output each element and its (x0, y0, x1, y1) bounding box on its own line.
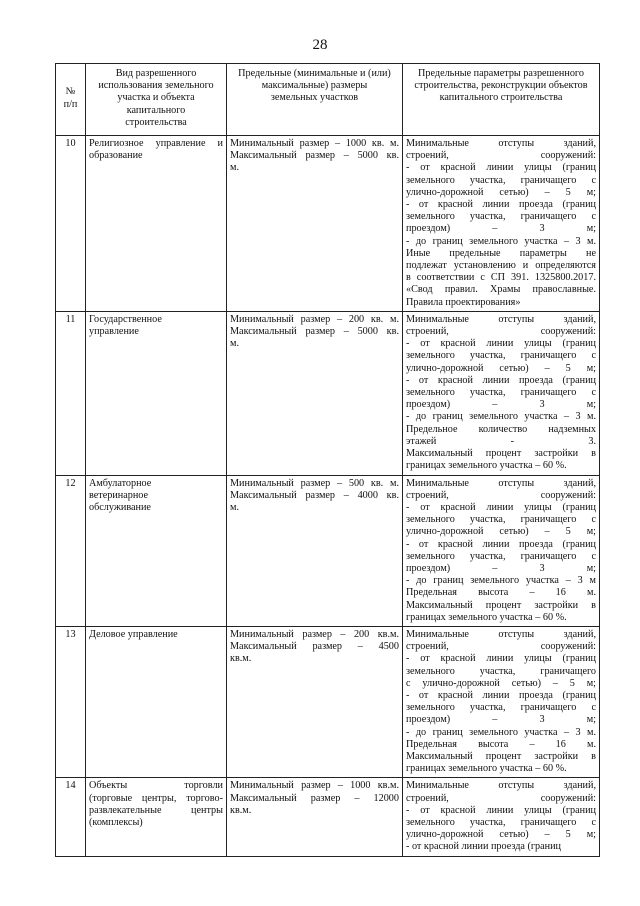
use-type-cell (86, 475, 227, 626)
row-number: 13 (56, 626, 86, 777)
use-type-cell-line: (комплексы) (89, 816, 143, 828)
use-type-cell-line: Объекты торговли (89, 780, 223, 792)
row-number: 11 (56, 311, 86, 475)
parameters-cell-line: Максимальный процент застройки в (406, 599, 596, 611)
plot-size-cell (227, 475, 403, 626)
parameters-cell-line: земельного участка, граничащего (406, 665, 596, 677)
parameters-cell-line: этажей - 3. (406, 435, 596, 447)
parameters-cell-line: Максимальный процент застройки в (406, 750, 596, 762)
parameters-cell (403, 136, 600, 312)
parameters-cell-line: земельного участка, граничащего с (406, 702, 596, 714)
parameters-cell-line: с улично-дорожной сетью) – 5 м; (406, 677, 596, 689)
table-header-row (56, 64, 600, 136)
use-type-cell-line: Государственное (89, 313, 162, 325)
parameters-cell-line: - от красной линии улицы (границ (406, 338, 596, 350)
plot-size-cell-line: Максимальный размер – 4500 (230, 641, 399, 653)
parameters-cell-line: строений, сооружений: (406, 792, 596, 804)
parameters-cell-line: проездом) – 3 м; (406, 714, 596, 726)
parameters-cell-line: улично-дорожной сетью) – 5 м; (406, 362, 596, 374)
parameters-cell-line: улично-дорожной сетью) – 5 м; (406, 829, 596, 841)
page-number: 28 (312, 37, 328, 53)
parameters-cell-line: - от красной линии проезда (границ (406, 199, 596, 211)
header-parameters: Предельные параметры разрешенного строительства, реконструкции объектов капитального строительства (403, 64, 600, 136)
parameters-cell-line: земельного участка, граничащего с (406, 550, 596, 562)
parameters-cell-line: - от красной линии улицы (границ (406, 162, 596, 174)
parameters-cell-line: подлежат установлению и определяются (406, 260, 596, 272)
header-use-type: Вид разрешенного использования земельного участка и объекта капитального строительства (86, 64, 227, 136)
plot-size-cell-line: м. (230, 501, 239, 513)
parameters-cell-line: земельного участка, граничащего с (406, 387, 596, 399)
parameters-cell-line: Минимальные отступы зданий, (406, 628, 596, 640)
use-type-cell-line: развлекательные центры (89, 804, 223, 816)
parameters-cell-line: земельного участка, граничащего с (406, 350, 596, 362)
plot-size-cell (227, 311, 403, 475)
plot-size-cell (227, 136, 403, 312)
parameters-cell-line: строений, сооружений: (406, 326, 596, 338)
parameters-cell-line: Предельная высота – 16 м. (406, 738, 596, 750)
parameters-cell-line: - от красной линии проезда (границ (406, 689, 596, 701)
use-type-cell-line: Деловое управление (89, 628, 178, 640)
plot-size-cell-line: Минимальный размер – 1000 кв.м. (230, 780, 399, 792)
plot-size-cell-line: Минимальный размер – 200 кв. м. (230, 313, 399, 325)
parameters-cell-line: Минимальные отступы зданий, (406, 138, 596, 150)
plot-size-cell-line: Максимальный размер – 5000 кв. (230, 150, 399, 162)
parameters-cell-line: проездом) – 3 м; (406, 223, 596, 235)
plot-size-cell-line: Максимальный размер – 5000 кв. (230, 326, 399, 338)
parameters-cell-line: Минимальные отступы зданий, (406, 313, 596, 325)
parameters-cell-line: земельного участка, граничащего с (406, 211, 596, 223)
parameters-cell-line: - от красной линии улицы (границ (406, 653, 596, 665)
table-row (56, 778, 600, 856)
parameters-cell-line: в соответствии с СП 391. 1325800.2017. (406, 272, 596, 284)
parameters-cell-line: Предельное количество надземных (406, 423, 596, 435)
parameters-cell-line: улично-дорожной сетью) – 5 м; (406, 186, 596, 198)
parameters-cell-line: земельного участка, граничащего с (406, 174, 596, 186)
parameters-cell (403, 778, 600, 856)
plot-size-cell (227, 626, 403, 777)
use-type-cell-line: обслуживание (89, 501, 151, 513)
parameters-cell (403, 311, 600, 475)
header-plot-size: Предельные (минимальные и (или) максимальные) размеры земельных участков (227, 64, 403, 136)
parameters-cell-line: улично-дорожной сетью) – 5 м; (406, 526, 596, 538)
parameters-cell (403, 475, 600, 626)
use-type-cell-line: ветеринарное (89, 489, 149, 501)
use-type-cell-line: Религиозное управление и (89, 138, 223, 150)
parameters-cell-line: - до границ земельного участка – 3 м. (406, 726, 596, 738)
parameters-cell-line: Минимальные отступы зданий, (406, 477, 596, 489)
use-type-cell (86, 626, 227, 777)
row-number: 10 (56, 136, 86, 312)
header-number: № п/п (56, 64, 86, 136)
use-type-cell (86, 136, 227, 312)
regulations-table (55, 63, 600, 857)
row-number: 14 (56, 778, 86, 856)
parameters-cell-line: Максимальный процент застройки в (406, 448, 596, 460)
use-type-cell-line: Амбулаторное (89, 477, 152, 489)
row-number: 12 (56, 475, 86, 626)
parameters-cell-line: - от красной линии проезда (границ (406, 841, 562, 853)
plot-size-cell-line: Минимальный размер – 200 кв.м. (230, 628, 399, 640)
plot-size-cell-line: Минимальный размер – 500 кв. м. (230, 477, 399, 489)
table-row (56, 311, 600, 475)
parameters-cell-line: - от красной линии проезда (границ (406, 374, 596, 386)
parameters-cell-line: Иные предельные параметры не (406, 247, 596, 259)
parameters-cell-line: проездом) – 3 м; (406, 562, 596, 574)
parameters-cell-line: Минимальные отступы зданий, (406, 780, 596, 792)
parameters-cell-line: Предельная высота – 16 м. (406, 587, 596, 599)
plot-size-cell-line: Максимальный размер – 4000 кв. (230, 489, 399, 501)
plot-size-cell-line: кв.м. (230, 653, 252, 665)
plot-size-cell-line: Минимальный размер – 1000 кв. м. (230, 138, 399, 150)
parameters-cell-line: строений, сооружений: (406, 641, 596, 653)
plot-size-cell-line: кв.м. (230, 804, 252, 816)
table-row (56, 136, 600, 312)
parameters-cell-line: Правила проектирования» (406, 296, 521, 308)
plot-size-cell-line: Максимальный размер – 12000 (230, 792, 399, 804)
plot-size-cell-line: м. (230, 338, 239, 350)
parameters-cell-line: «Свод правил. Храмы православные. (406, 284, 596, 296)
parameters-cell-line: - от красной линии улицы (границ (406, 501, 596, 513)
use-type-cell (86, 311, 227, 475)
parameters-cell-line: проездом) – 3 м; (406, 399, 596, 411)
parameters-cell-line: - до границ земельного участка – 3 м. (406, 411, 596, 423)
use-type-cell-line: образование (89, 150, 143, 162)
use-type-cell-line: управление (89, 326, 139, 338)
parameters-cell-line: - от красной линии проезда (границ (406, 538, 596, 550)
table-row (56, 475, 600, 626)
parameters-cell-line: строений, сооружений: (406, 150, 596, 162)
table-row (56, 626, 600, 777)
parameters-cell-line: границах земельного участка – 60 %. (406, 763, 567, 775)
parameters-cell-line: границах земельного участка – 60 %. (406, 611, 567, 623)
parameters-cell (403, 626, 600, 777)
plot-size-cell-line: м. (230, 162, 239, 174)
parameters-cell-line: - до границ земельного участка – 3 м (406, 575, 596, 587)
parameters-cell-line: - от красной линии улицы (границ (406, 804, 596, 816)
parameters-cell-line: земельного участка, граничащего с (406, 514, 596, 526)
parameters-cell-line: границах земельного участка – 60 %. (406, 460, 567, 472)
plot-size-cell (227, 778, 403, 856)
parameters-cell-line: земельного участка, граничащего с (406, 816, 596, 828)
use-type-cell (86, 778, 227, 856)
parameters-cell-line: строений, сооружений: (406, 489, 596, 501)
use-type-cell-line: (торговые центры, торгово- (89, 792, 223, 804)
parameters-cell-line: - до границ земельного участка – 3 м. (406, 235, 596, 247)
